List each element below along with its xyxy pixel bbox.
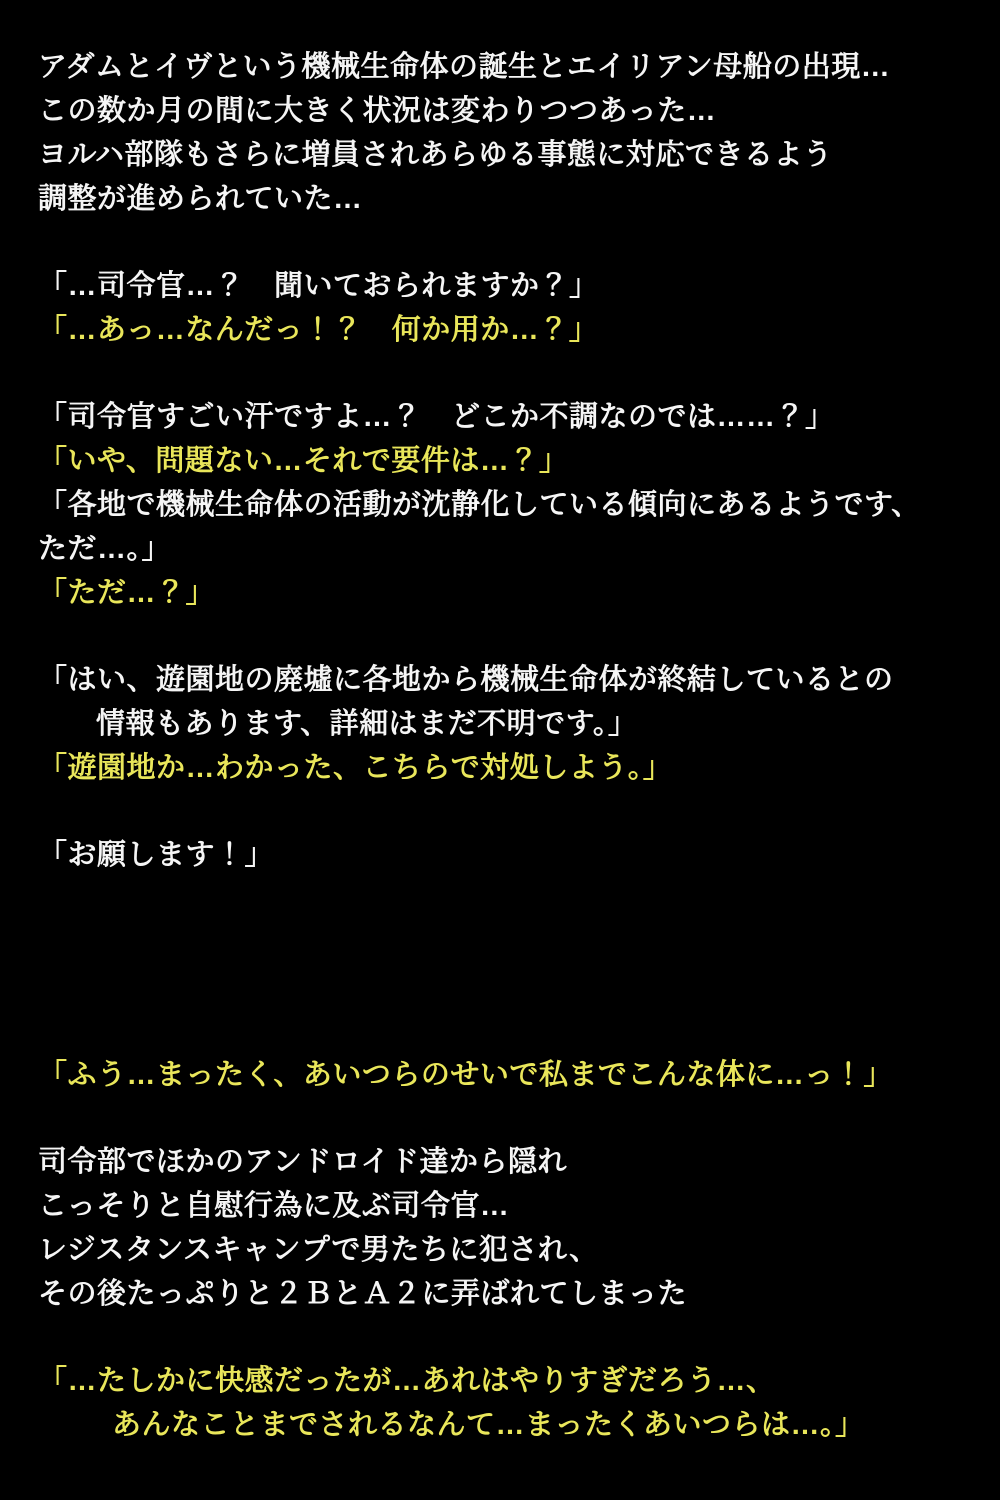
- operator-dialogue-line: 「はい、遊園地の廃墟に各地から機械生命体が終結しているとの: [38, 664, 894, 696]
- operator-dialogue-line: 「お願します！」: [38, 839, 275, 871]
- narration-line: ヨルハ部隊もさらに増員されあらゆる事態に対応できるよう: [38, 139, 833, 171]
- intro-narration: [38, 45, 980, 221]
- commander-complaint: [38, 1359, 980, 1447]
- commander-monologue: [38, 1053, 980, 1097]
- narration-line: アダムとイヴという機械生命体の誕生とエイリアン母船の出現…: [38, 51, 891, 83]
- operator-dialogue-line: ただ…。」: [38, 533, 172, 565]
- narration-line: この数か月の間に大きく状況は変わりつつあった…: [38, 95, 717, 127]
- dialogue-exchange-3: [38, 658, 980, 790]
- narration-line: こっそりと自慰行為に及ぶ司令官…: [38, 1190, 510, 1222]
- operator-dialogue-line: 「司令官すごい汗ですよ…？ どこか不調なのでは……？」: [38, 401, 835, 433]
- narration-line: 調整が進められていた…: [38, 183, 363, 215]
- operator-dialogue-line: 「各地で機械生命体の活動が沈静化している傾向にあるようです、: [38, 489, 921, 521]
- commander-dialogue-line: 「いや、問題ない…それで要件は…？」: [38, 445, 569, 477]
- operator-dialogue-line-continued: 情報もあります、詳細はまだ不明です。」: [96, 708, 638, 740]
- dialogue-exchange-1: [38, 264, 980, 352]
- commander-dialogue-line: 「…あっ…なんだっ！？ 何か用か…？」: [38, 314, 599, 346]
- narration-line: レジスタンスキャンプで男たちに犯され、: [38, 1234, 599, 1266]
- commander-dialogue-line: 「ただ…？」: [38, 577, 216, 609]
- commander-dialogue-line: 「遊園地か…わかった、こちらで対処しよう。」: [38, 752, 673, 784]
- operator-dialogue-line: 「…司令官…？ 聞いておられますか？」: [38, 270, 599, 302]
- commander-dialogue-line: 「ふう…まったく、あいつらのせいで私までこんな体に…っ！」: [38, 1059, 893, 1091]
- dialogue-reply: [38, 833, 980, 877]
- narration-line: その後たっぷりと２ＢとＡ２に弄ばれてしまった: [38, 1278, 688, 1310]
- commander-dialogue-line: 「…たしかに快感だったが…あれはやりすぎだろう…、: [38, 1365, 776, 1397]
- commander-dialogue-line-continued: あんなことまでされるなんて…まったくあいつらは…。」: [112, 1409, 865, 1441]
- narration-line: 司令部でほかのアンドロイド達から隠れ: [38, 1146, 567, 1178]
- dialogue-exchange-2: [38, 395, 980, 615]
- aftermath-narration: [38, 1140, 980, 1316]
